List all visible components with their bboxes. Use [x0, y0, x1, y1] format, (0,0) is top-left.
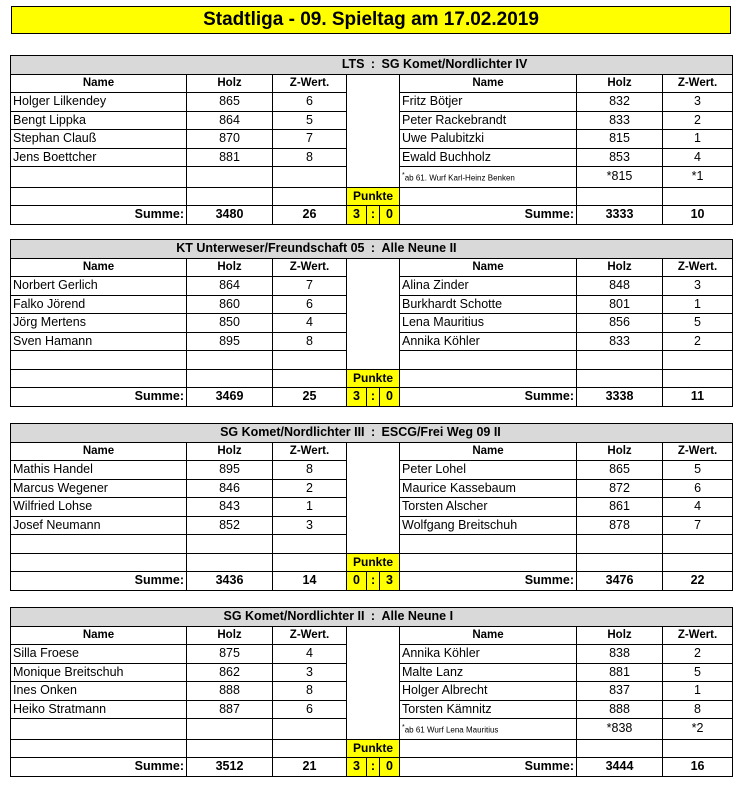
away-player-name: Fritz Bötjer [400, 93, 577, 112]
column-header-holz: Holz [577, 74, 663, 93]
middle-spacer [347, 479, 400, 498]
empty-cell [400, 187, 577, 206]
home-team-name: SG Komet/Nordlichter III [11, 424, 367, 443]
middle-spacer [347, 167, 400, 188]
away-player-name: Maurice Kassebaum [400, 479, 577, 498]
away-player-name: Lena Mauritius [400, 314, 577, 333]
empty-cell [11, 167, 187, 188]
match-table [10, 55, 733, 225]
away-team-name: Alle Neune I [380, 608, 733, 627]
away-player-zwert: 4 [663, 498, 733, 517]
empty-cell [577, 553, 663, 572]
empty-cell [577, 351, 663, 370]
away-player-zwert: 6 [663, 479, 733, 498]
empty-cell [11, 739, 187, 758]
away-player-holz: 832 [577, 93, 663, 112]
score-separator: : [367, 206, 380, 225]
column-header-name: Name [11, 74, 187, 93]
home-player-name: Stephan Clauß [11, 130, 187, 149]
home-player-holz: 888 [187, 682, 273, 701]
empty-cell [577, 369, 663, 388]
middle-spacer [347, 258, 400, 277]
home-score: 3 [347, 388, 367, 407]
home-player-holz: 864 [187, 277, 273, 296]
home-sum-label: Summe: [11, 206, 187, 225]
empty-cell [187, 369, 273, 388]
home-player-holz: 864 [187, 111, 273, 130]
away-score: 3 [380, 572, 400, 591]
substitution-note [400, 167, 577, 188]
away-player-holz: 881 [577, 663, 663, 682]
away-sum-label: Summe: [400, 758, 577, 777]
empty-cell [273, 167, 347, 188]
away-player-zwert: 2 [663, 645, 733, 664]
home-player-name: Jörg Mertens [11, 314, 187, 333]
player-row [11, 295, 733, 314]
middle-spacer [347, 314, 400, 333]
away-player-holz: 848 [577, 277, 663, 296]
away-sum-holz: 3476 [577, 572, 663, 591]
away-sum-holz: 3338 [577, 388, 663, 407]
substitution-note [400, 719, 577, 740]
column-header-zwert: Z-Wert. [663, 626, 733, 645]
substitute-zwert: *2 [663, 719, 733, 740]
middle-spacer [347, 516, 400, 535]
empty-cell [187, 553, 273, 572]
column-header-holz: Holz [187, 74, 273, 93]
empty-cell [273, 719, 347, 740]
home-player-name: Falko Jörend [11, 295, 187, 314]
empty-cell [400, 351, 577, 370]
away-player-zwert: 5 [663, 663, 733, 682]
empty-cell [400, 553, 577, 572]
home-player-holz: 895 [187, 332, 273, 351]
home-player-name: Marcus Wegener [11, 479, 187, 498]
away-sum-label: Summe: [400, 572, 577, 591]
player-row [11, 700, 733, 719]
home-player-holz: 860 [187, 295, 273, 314]
middle-spacer [347, 351, 400, 370]
home-player-holz: 875 [187, 645, 273, 664]
away-player-zwert: 8 [663, 700, 733, 719]
away-player-name: Peter Rackebrandt [400, 111, 577, 130]
empty-cell [273, 351, 347, 370]
middle-spacer [347, 645, 400, 664]
home-player-holz: 887 [187, 700, 273, 719]
away-sum-label: Summe: [400, 206, 577, 225]
away-player-holz: 878 [577, 516, 663, 535]
match-table [10, 607, 733, 777]
column-header-holz: Holz [187, 442, 273, 461]
home-player-holz: 881 [187, 148, 273, 167]
away-player-name: Uwe Palubitzki [400, 130, 577, 149]
away-score: 0 [380, 758, 400, 777]
player-row [11, 663, 733, 682]
column-header-zwert: Z-Wert. [273, 74, 347, 93]
away-player-holz: 888 [577, 700, 663, 719]
home-player-holz: 895 [187, 461, 273, 480]
column-header-holz: Holz [187, 626, 273, 645]
home-player-zwert: 2 [273, 479, 347, 498]
away-player-name: Wolfgang Breitschuh [400, 516, 577, 535]
substitute-zwert: *1 [663, 167, 733, 188]
home-player-zwert: 4 [273, 314, 347, 333]
home-player-holz: 865 [187, 93, 273, 112]
middle-spacer [347, 682, 400, 701]
home-player-zwert: 6 [273, 295, 347, 314]
column-header-zwert: Z-Wert. [273, 258, 347, 277]
match-table [10, 239, 733, 407]
home-player-holz: 850 [187, 314, 273, 333]
middle-spacer [347, 461, 400, 480]
home-player-zwert: 8 [273, 148, 347, 167]
away-player-name: Torsten Alscher [400, 498, 577, 517]
empty-cell [187, 739, 273, 758]
home-player-name: Bengt Lippka [11, 111, 187, 130]
empty-cell [663, 535, 733, 554]
away-sum-holz: 3444 [577, 758, 663, 777]
note-mark: * [402, 724, 405, 731]
home-player-zwert: 7 [273, 277, 347, 296]
empty-cell [11, 369, 187, 388]
away-sum-zwert: 22 [663, 572, 733, 591]
away-team-name: ESCG/Frei Weg 09 II [380, 424, 733, 443]
empty-cell [400, 369, 577, 388]
empty-cell [273, 739, 347, 758]
home-player-zwert: 8 [273, 332, 347, 351]
away-player-holz: 856 [577, 314, 663, 333]
home-team-name: LTS [11, 56, 367, 75]
home-player-name: Silla Froese [11, 645, 187, 664]
home-sum-label: Summe: [11, 388, 187, 407]
empty-cell [187, 351, 273, 370]
away-sum-zwert: 11 [663, 388, 733, 407]
vs-separator: : [367, 424, 380, 443]
home-sum-zwert: 14 [273, 572, 347, 591]
middle-spacer [347, 663, 400, 682]
score-separator: : [367, 388, 380, 407]
home-sum-label: Summe: [11, 758, 187, 777]
home-player-zwert: 4 [273, 645, 347, 664]
home-player-zwert: 3 [273, 516, 347, 535]
player-row [11, 461, 733, 480]
home-team-name: SG Komet/Nordlichter II [11, 608, 367, 627]
empty-cell [187, 167, 273, 188]
middle-spacer [347, 130, 400, 149]
away-player-name: Burkhardt Schotte [400, 295, 577, 314]
match-table [10, 423, 733, 591]
home-player-name: Mathis Handel [11, 461, 187, 480]
substitute-holz: *815 [577, 167, 663, 188]
home-sum-zwert: 21 [273, 758, 347, 777]
away-player-zwert: 5 [663, 314, 733, 333]
note-text: ab 61. Wurf Karl-Heinz Benken [404, 173, 515, 183]
empty-cell [577, 739, 663, 758]
home-sum-label: Summe: [11, 572, 187, 591]
away-player-holz: 833 [577, 111, 663, 130]
middle-spacer [347, 498, 400, 517]
home-player-name: Heiko Stratmann [11, 700, 187, 719]
away-player-name: Malte Lanz [400, 663, 577, 682]
empty-cell [187, 187, 273, 206]
empty-cell [11, 351, 187, 370]
home-player-zwert: 7 [273, 130, 347, 149]
player-row [11, 645, 733, 664]
column-header-zwert: Z-Wert. [273, 626, 347, 645]
home-sum-holz: 3469 [187, 388, 273, 407]
player-row [11, 516, 733, 535]
column-header-zwert: Z-Wert. [663, 74, 733, 93]
home-player-zwert: 6 [273, 93, 347, 112]
home-player-name: Norbert Gerlich [11, 277, 187, 296]
away-sum-zwert: 16 [663, 758, 733, 777]
column-header-name: Name [11, 442, 187, 461]
empty-cell [663, 369, 733, 388]
home-player-name: Holger Lilkendey [11, 93, 187, 112]
home-player-name: Wilfried Lohse [11, 498, 187, 517]
away-player-zwert: 7 [663, 516, 733, 535]
empty-cell [11, 553, 187, 572]
away-player-zwert: 1 [663, 130, 733, 149]
away-player-holz: 801 [577, 295, 663, 314]
home-player-name: Sven Hamann [11, 332, 187, 351]
middle-spacer [347, 74, 400, 93]
player-row [11, 682, 733, 701]
punkte-label: Punkte [347, 369, 400, 388]
note-mark: * [402, 172, 405, 179]
home-sum-zwert: 26 [273, 206, 347, 225]
home-player-zwert: 1 [273, 498, 347, 517]
home-player-name: Jens Boettcher [11, 148, 187, 167]
empty-cell [273, 187, 347, 206]
empty-cell [11, 719, 187, 740]
substitute-holz: *838 [577, 719, 663, 740]
score-separator: : [367, 572, 380, 591]
column-header-name: Name [400, 74, 577, 93]
column-header-zwert: Z-Wert. [273, 442, 347, 461]
home-player-zwert: 8 [273, 461, 347, 480]
away-player-zwert: 3 [663, 93, 733, 112]
empty-cell [273, 369, 347, 388]
away-player-holz: 865 [577, 461, 663, 480]
page-title: Stadtliga - 09. Spieltag am 17.02.2019 [11, 6, 731, 34]
middle-spacer [347, 277, 400, 296]
column-header-holz: Holz [187, 258, 273, 277]
middle-spacer [347, 332, 400, 351]
home-team-name: KT Unterweser/Freundschaft 05 [11, 240, 367, 259]
away-player-holz: 872 [577, 479, 663, 498]
player-row [11, 93, 733, 112]
away-team-name: SG Komet/Nordlichter IV [380, 56, 733, 75]
away-player-name: Alina Zinder [400, 277, 577, 296]
away-player-holz: 815 [577, 130, 663, 149]
player-row [11, 314, 733, 333]
column-header-name: Name [400, 442, 577, 461]
empty-cell [273, 535, 347, 554]
vs-separator: : [367, 56, 380, 75]
column-header-name: Name [11, 626, 187, 645]
away-player-name: Annika Köhler [400, 332, 577, 351]
away-score: 0 [380, 388, 400, 407]
punkte-label: Punkte [347, 187, 400, 206]
empty-cell [663, 187, 733, 206]
away-player-name: Annika Köhler [400, 645, 577, 664]
vs-separator: : [367, 240, 380, 259]
middle-spacer [347, 93, 400, 112]
middle-spacer [347, 700, 400, 719]
punkte-label: Punkte [347, 553, 400, 572]
away-player-zwert: 2 [663, 332, 733, 351]
home-player-zwert: 3 [273, 663, 347, 682]
player-row [11, 332, 733, 351]
middle-spacer [347, 295, 400, 314]
column-header-name: Name [400, 258, 577, 277]
away-player-name: Torsten Kämnitz [400, 700, 577, 719]
home-score: 0 [347, 572, 367, 591]
home-player-zwert: 6 [273, 700, 347, 719]
away-player-holz: 833 [577, 332, 663, 351]
middle-spacer [347, 111, 400, 130]
away-player-zwert: 1 [663, 295, 733, 314]
home-player-holz: 843 [187, 498, 273, 517]
column-header-zwert: Z-Wert. [663, 258, 733, 277]
home-player-name: Ines Onken [11, 682, 187, 701]
middle-spacer [347, 626, 400, 645]
vs-separator: : [367, 608, 380, 627]
empty-cell [577, 535, 663, 554]
home-player-name: Josef Neumann [11, 516, 187, 535]
home-sum-holz: 3436 [187, 572, 273, 591]
away-player-name: Peter Lohel [400, 461, 577, 480]
home-player-name: Monique Breitschuh [11, 663, 187, 682]
away-player-zwert: 2 [663, 111, 733, 130]
empty-cell [11, 535, 187, 554]
away-player-zwert: 5 [663, 461, 733, 480]
home-score: 3 [347, 758, 367, 777]
away-sum-holz: 3333 [577, 206, 663, 225]
player-row [11, 498, 733, 517]
empty-cell [663, 739, 733, 758]
home-player-zwert: 5 [273, 111, 347, 130]
empty-cell [400, 739, 577, 758]
column-header-holz: Holz [577, 626, 663, 645]
empty-cell [273, 553, 347, 572]
home-score: 3 [347, 206, 367, 225]
middle-spacer [347, 719, 400, 740]
away-sum-label: Summe: [400, 388, 577, 407]
empty-cell [11, 187, 187, 206]
away-player-zwert: 1 [663, 682, 733, 701]
away-player-holz: 853 [577, 148, 663, 167]
middle-spacer [347, 535, 400, 554]
empty-cell [187, 535, 273, 554]
away-score: 0 [380, 206, 400, 225]
home-player-zwert: 8 [273, 682, 347, 701]
player-row [11, 479, 733, 498]
player-row [11, 111, 733, 130]
away-sum-zwert: 10 [663, 206, 733, 225]
column-header-zwert: Z-Wert. [663, 442, 733, 461]
away-player-zwert: 4 [663, 148, 733, 167]
empty-cell [400, 535, 577, 554]
player-row [11, 130, 733, 149]
home-sum-holz: 3480 [187, 206, 273, 225]
away-player-name: Holger Albrecht [400, 682, 577, 701]
column-header-name: Name [400, 626, 577, 645]
note-text: ab 61 Wurf Lena Mauritius [404, 725, 499, 735]
home-player-holz: 846 [187, 479, 273, 498]
away-team-name: Alle Neune II [380, 240, 733, 259]
home-player-holz: 862 [187, 663, 273, 682]
home-sum-holz: 3512 [187, 758, 273, 777]
empty-cell [663, 553, 733, 572]
empty-cell [577, 187, 663, 206]
away-player-holz: 838 [577, 645, 663, 664]
player-row [11, 148, 733, 167]
home-sum-zwert: 25 [273, 388, 347, 407]
middle-spacer [347, 148, 400, 167]
column-header-holz: Holz [577, 258, 663, 277]
home-player-holz: 852 [187, 516, 273, 535]
empty-cell [187, 719, 273, 740]
punkte-label: Punkte [347, 739, 400, 758]
home-player-holz: 870 [187, 130, 273, 149]
away-player-holz: 837 [577, 682, 663, 701]
column-header-holz: Holz [577, 442, 663, 461]
column-header-name: Name [11, 258, 187, 277]
away-player-zwert: 3 [663, 277, 733, 296]
score-separator: : [367, 758, 380, 777]
player-row [11, 277, 733, 296]
away-player-holz: 861 [577, 498, 663, 517]
away-player-name: Ewald Buchholz [400, 148, 577, 167]
middle-spacer [347, 442, 400, 461]
empty-cell [663, 351, 733, 370]
